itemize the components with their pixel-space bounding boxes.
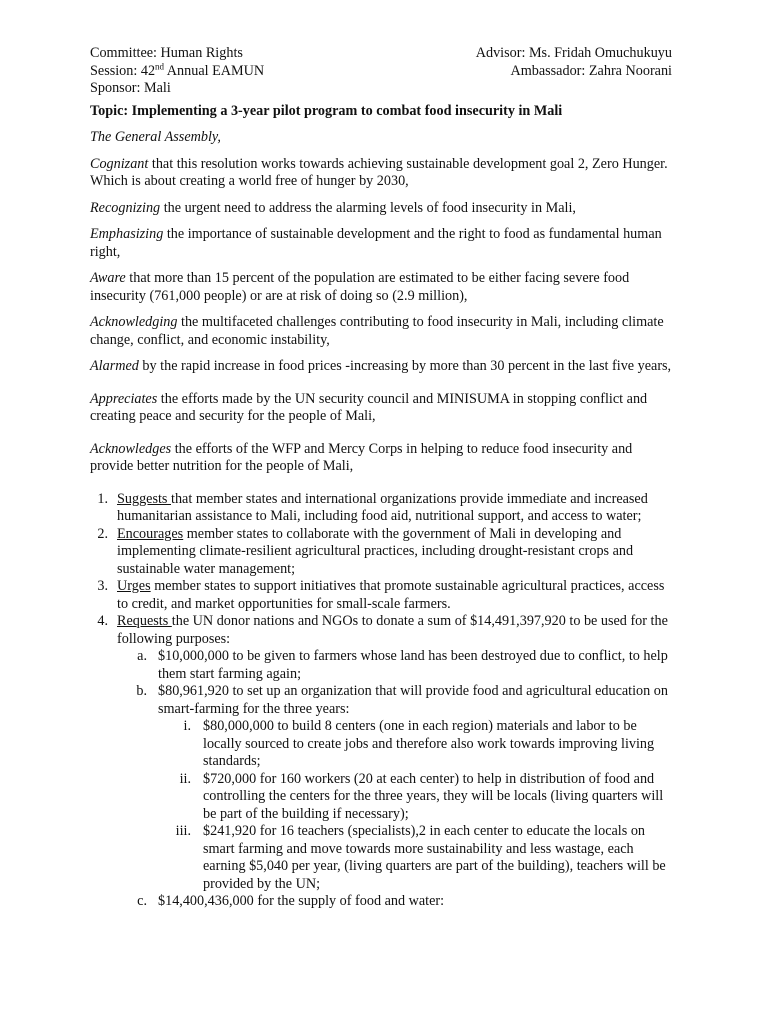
- sub-sub-clause-numeral: i.: [183, 718, 191, 734]
- preamble-clause: [90, 226, 672, 261]
- operative-clause: [90, 578, 672, 613]
- sub-sub-clause-numeral: ii.: [179, 770, 191, 787]
- clause-lead: Alarmed: [90, 358, 139, 374]
- clause-text: the importance of sustainable development and the right to food as fundamental human right,: [90, 226, 662, 260]
- clause-text: that this resolution works towards achieving sustainable development goal 2, Zero Hunger. Which is about creating a world free of hunger by 2030,: [90, 155, 668, 189]
- sub-clause-letter: c.: [137, 893, 147, 909]
- clause-verb: Requests: [117, 613, 172, 629]
- opening-text: The General Assembly,: [90, 129, 221, 145]
- clause-lead: Acknowledges: [90, 440, 172, 457]
- preamble-clause: [90, 314, 672, 349]
- clause-text: by the rapid increase in food prices -increasing by more than 30 percent in the last five years,: [138, 358, 672, 374]
- sub-clause-letter: b.: [136, 683, 147, 699]
- preamble-clause: [90, 391, 672, 426]
- clause-lead: Aware: [90, 270, 126, 286]
- clause-verb: Encourages: [117, 525, 184, 542]
- clause-number: 2.: [97, 525, 108, 542]
- topic-heading: Topic: Implementing a 3-year pilot program to combat food insecurity in Mali: [90, 102, 563, 119]
- session-suffix: Annual EAMUN: [164, 62, 265, 79]
- header-left: [90, 45, 264, 98]
- session-line: [90, 60, 265, 81]
- clause-lead: Emphasizing: [90, 226, 164, 242]
- operative-clause: [90, 613, 672, 911]
- sub-clause-text: $14,400,436,000 for the supply of food and water:: [158, 893, 445, 909]
- sub-sub-clauses: [158, 718, 672, 893]
- sub-clause: [117, 683, 672, 893]
- clause-verb: Suggests: [117, 490, 171, 507]
- header-right: [476, 45, 672, 98]
- clause-number: 1.: [97, 490, 108, 507]
- document-header: [90, 45, 672, 98]
- sponsor-line: Sponsor: Mali: [90, 80, 171, 96]
- preamble-clause: [90, 156, 672, 191]
- clause-text: the UN donor nations and NGOs to donate a sum of $14,491,397,920 to be used for the following purposes:: [117, 613, 668, 647]
- clause-lead: Cognizant: [90, 155, 149, 172]
- preamble-clause: [90, 270, 672, 305]
- session-prefix: Session: 42: [90, 62, 156, 79]
- clause-lead: Recognizing: [90, 199, 161, 216]
- ambassador-line: Ambassador: Zahra Noorani: [510, 62, 672, 79]
- sub-clause-text: $10,000,000 to be given to farmers whose land has been destroyed due to conflict, to help them start farming again;: [158, 648, 668, 682]
- clause-text: that member states and international organizations provide immediate and increased humanitarian assistance to Mali, including food aid, nutritional support, and access to water;: [117, 490, 648, 524]
- sub-sub-clause-text: $80,000,000 to build 8 centers (one in each region) materials and labor to be locally sourced to create jobs and therefore also work towards improving living standards;: [203, 718, 655, 769]
- sub-sub-clause: [158, 823, 672, 893]
- clause-number: 4.: [97, 613, 108, 629]
- clause-text: the multifaceted challenges contributing to food insecurity in Mali, including climate change, conflict, and economic instability,: [90, 314, 664, 348]
- preamble-clause: [90, 358, 672, 376]
- advisor-line: Advisor: Ms. Fridah Omuchukuyu: [475, 45, 672, 61]
- clause-verb: Urges: [117, 578, 151, 594]
- sub-clause: [117, 648, 672, 683]
- clause-lead: Appreciates: [90, 390, 158, 407]
- sub-sub-clause: [158, 718, 672, 771]
- sub-clause-letter: a.: [137, 648, 147, 664]
- clause-text: that more than 15 percent of the population are estimated to be either facing severe food insecurity (761,000 people) or are at risk of doing so (2.9 million),: [90, 270, 630, 304]
- clause-text: the efforts of the WFP and Mercy Corps in helping to reduce food insecurity and provide better nutrition for the people of Mali,: [90, 440, 633, 474]
- preamble-clause: [90, 441, 672, 476]
- clause-text: member states to support initiatives that promote sustainable agricultural practices, access to credit, and market opportunities for small-scale farmers.: [117, 578, 665, 612]
- operative-clauses: [90, 491, 672, 911]
- clause-lead: Acknowledging: [90, 314, 178, 330]
- clause-number: 3.: [97, 578, 108, 594]
- sub-sub-clause-text: $720,000 for 160 workers (20 at each center) to help in distribution of food and controlling the centers for the three years, they will be locals (living quarters will be part of the building if necessary);: [203, 770, 664, 822]
- operative-clause: [90, 491, 672, 526]
- sub-clauses: [117, 648, 672, 911]
- operative-clause: [90, 526, 672, 579]
- opening-line: [90, 129, 672, 147]
- session-ordinal: nd: [155, 60, 165, 71]
- sub-sub-clause-text: $241,920 for 16 teachers (specialists),2 in each center to educate the locals on smart farming and move towards more sustainability and less wastage, each earning $5,040 per year, (living quarters are part of the building), teachers will be provided by the UN;: [203, 823, 666, 892]
- clause-text: the urgent need to address the alarming levels of food insecurity in Mali,: [160, 199, 576, 216]
- committee-line: Committee: Human Rights: [90, 45, 243, 61]
- clause-text: member states to collaborate with the government of Mali in developing and implementing climate-resilient agricultural practices, including drought-resistant crops and sustainable water management;: [117, 525, 634, 577]
- sub-clause: [117, 893, 672, 911]
- sub-sub-clause: [158, 771, 672, 824]
- sub-sub-clause-numeral: iii.: [175, 823, 191, 839]
- clause-text: the efforts made by the UN security council and MINISUMA in stopping conflict and creating peace and security for the people of Mali,: [90, 390, 648, 424]
- preamble-clause: [90, 200, 672, 218]
- sub-clause-text: $80,961,920 to set up an organization that will provide food and agricultural education on smart-farming for the three years:: [158, 683, 668, 717]
